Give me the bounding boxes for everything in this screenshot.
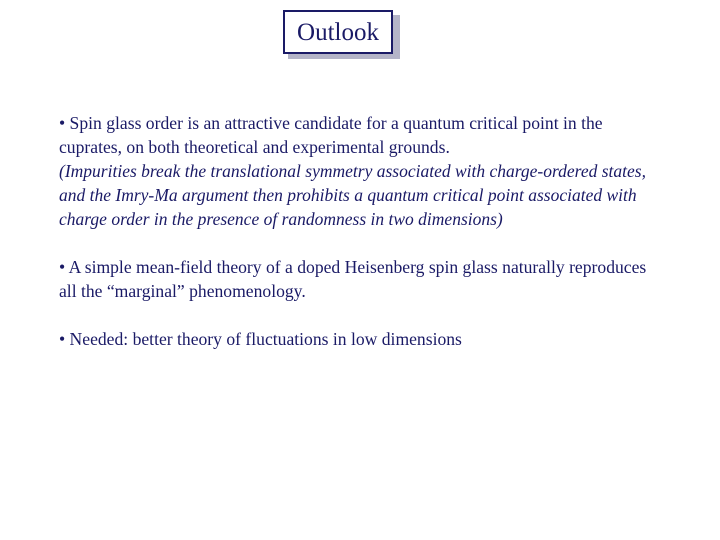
bullet-3-text: • Needed: better theory of fluctuations in low dimensions (59, 329, 462, 349)
slide-title: Outlook (283, 10, 393, 54)
spacer (59, 303, 659, 327)
slide-body (59, 111, 659, 351)
spacer (59, 231, 659, 255)
bullet-1-note: (Impurities break the translational symmetry associated with charge-ordered states, and the Imry-Ma argument then prohibits a quantum critical point associated with charge order in the presence of randomness in two dimensions) (59, 161, 646, 229)
bullet-2-text: • A simple mean-field theory of a doped Heisenberg spin glass naturally reproduces all the “marginal” phenomenology. (59, 257, 647, 301)
bullet-1-text: • Spin glass order is an attractive candidate for a quantum critical point in the cuprates, on both theoretical and experimental grounds. (59, 113, 603, 157)
title-container (283, 10, 393, 54)
